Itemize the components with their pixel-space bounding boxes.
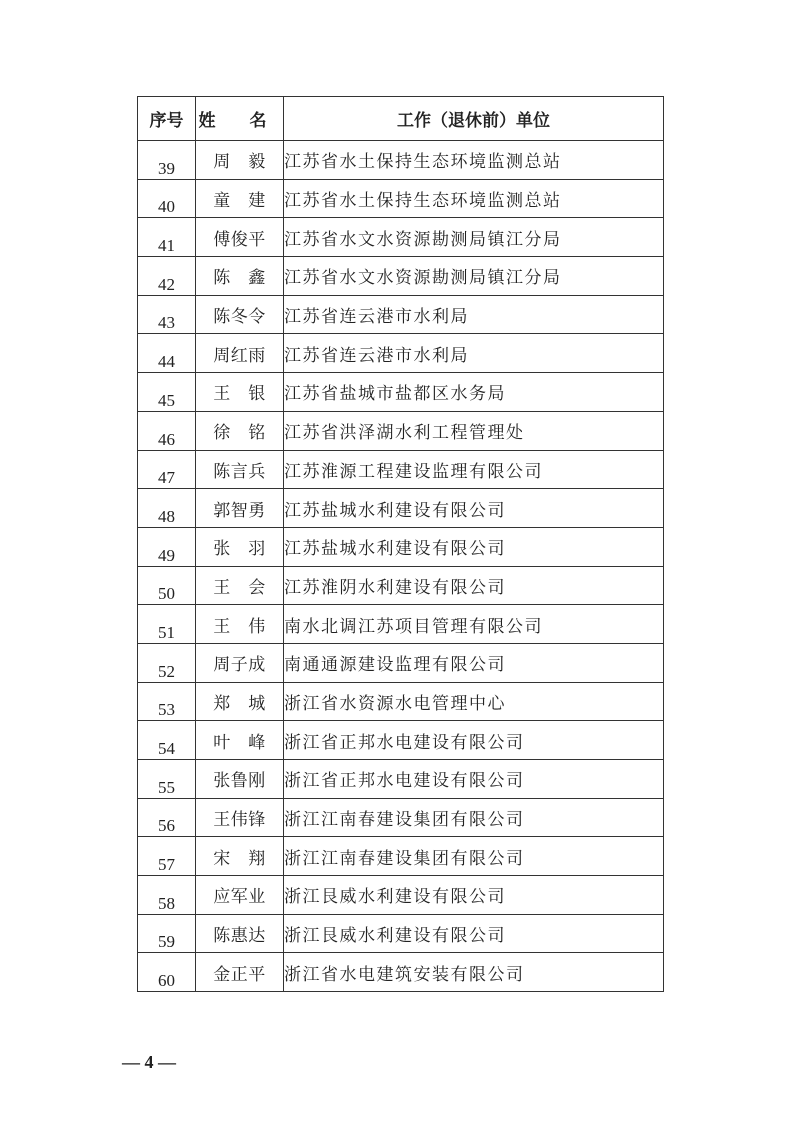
table-row [138,914,664,953]
row-serial-number: 57 [138,837,196,876]
row-serial-number: 50 [138,566,196,605]
table-row [138,953,664,992]
row-person-name: 徐 铭 [196,411,284,450]
row-work-unit: 浙江江南春建设集团有限公司 [284,798,664,837]
table-row [138,141,664,180]
header-work-unit: 工作（退休前）单位 [284,97,664,141]
table-row [138,527,664,566]
row-work-unit: 江苏省盐城市盐都区水务局 [284,373,664,412]
row-work-unit: 江苏省连云港市水利局 [284,295,664,334]
row-work-unit: 江苏省水土保持生态环境监测总站 [284,179,664,218]
row-person-name: 童 建 [196,179,284,218]
row-person-name: 应军业 [196,876,284,915]
row-work-unit: 南通通源建设监理有限公司 [284,643,664,682]
row-serial-number: 43 [138,295,196,334]
row-serial-number: 52 [138,643,196,682]
row-person-name: 陈言兵 [196,450,284,489]
row-work-unit: 浙江艮威水利建设有限公司 [284,876,664,915]
table-row [138,489,664,528]
header-name [196,97,284,141]
table-row [138,218,664,257]
row-serial-number: 40 [138,179,196,218]
row-person-name: 陈惠达 [196,914,284,953]
row-work-unit: 浙江江南春建设集团有限公司 [284,837,664,876]
row-person-name: 陈 鑫 [196,257,284,296]
row-work-unit: 江苏淮阴水利建设有限公司 [284,566,664,605]
row-serial-number: 46 [138,411,196,450]
row-serial-number: 49 [138,527,196,566]
table-body [138,141,664,992]
table-row [138,760,664,799]
row-person-name: 郭智勇 [196,489,284,528]
row-person-name: 王 会 [196,566,284,605]
row-serial-number: 47 [138,450,196,489]
row-work-unit: 浙江艮威水利建设有限公司 [284,914,664,953]
table-row [138,373,664,412]
row-person-name: 张鲁刚 [196,760,284,799]
table-row [138,837,664,876]
table-row [138,450,664,489]
row-person-name: 王伟锋 [196,798,284,837]
header-row [138,97,664,141]
row-work-unit: 江苏省连云港市水利局 [284,334,664,373]
row-person-name: 王 伟 [196,605,284,644]
row-serial-number: 42 [138,257,196,296]
row-person-name: 傅俊平 [196,218,284,257]
table-row [138,798,664,837]
row-person-name: 张 羽 [196,527,284,566]
header-serial-number: 序号 [138,97,196,141]
row-work-unit: 江苏盐城水利建设有限公司 [284,527,664,566]
table-row [138,295,664,334]
row-work-unit: 江苏省水土保持生态环境监测总站 [284,141,664,180]
table-row [138,257,664,296]
page-number: — 4 — [122,1052,176,1072]
row-person-name: 周 毅 [196,141,284,180]
row-work-unit: 江苏盐城水利建设有限公司 [284,489,664,528]
row-serial-number: 48 [138,489,196,528]
row-serial-number: 56 [138,798,196,837]
row-person-name: 金正平 [196,953,284,992]
header-name-label: 姓 名 [198,111,281,131]
table-row [138,721,664,760]
row-work-unit: 江苏省洪泽湖水利工程管理处 [284,411,664,450]
row-serial-number: 39 [138,141,196,180]
row-serial-number: 58 [138,876,196,915]
row-person-name: 郑 城 [196,682,284,721]
row-work-unit: 浙江省水资源水电管理中心 [284,682,664,721]
row-work-unit: 浙江省正邦水电建设有限公司 [284,760,664,799]
row-serial-number: 45 [138,373,196,412]
row-serial-number: 41 [138,218,196,257]
row-person-name: 王 银 [196,373,284,412]
row-serial-number: 55 [138,760,196,799]
row-person-name: 陈冬令 [196,295,284,334]
row-person-name: 叶 峰 [196,721,284,760]
table-row [138,643,664,682]
row-serial-number: 44 [138,334,196,373]
table-header [138,97,664,141]
table-row [138,605,664,644]
row-serial-number: 51 [138,605,196,644]
row-serial-number: 54 [138,721,196,760]
row-work-unit: 南水北调江苏项目管理有限公司 [284,605,664,644]
row-work-unit: 江苏淮源工程建设监理有限公司 [284,450,664,489]
row-serial-number: 60 [138,953,196,992]
row-person-name: 周红雨 [196,334,284,373]
table-row [138,682,664,721]
row-serial-number: 59 [138,914,196,953]
row-work-unit: 浙江省水电建筑安装有限公司 [284,953,664,992]
table-row [138,334,664,373]
row-work-unit: 江苏省水文水资源勘测局镇江分局 [284,218,664,257]
table-row [138,179,664,218]
row-person-name: 宋 翔 [196,837,284,876]
row-person-name: 周子成 [196,643,284,682]
table-row [138,566,664,605]
row-serial-number: 53 [138,682,196,721]
roster-table [137,96,664,992]
row-work-unit: 浙江省正邦水电建设有限公司 [284,721,664,760]
row-work-unit: 江苏省水文水资源勘测局镇江分局 [284,257,664,296]
table-row [138,876,664,915]
table-row [138,411,664,450]
